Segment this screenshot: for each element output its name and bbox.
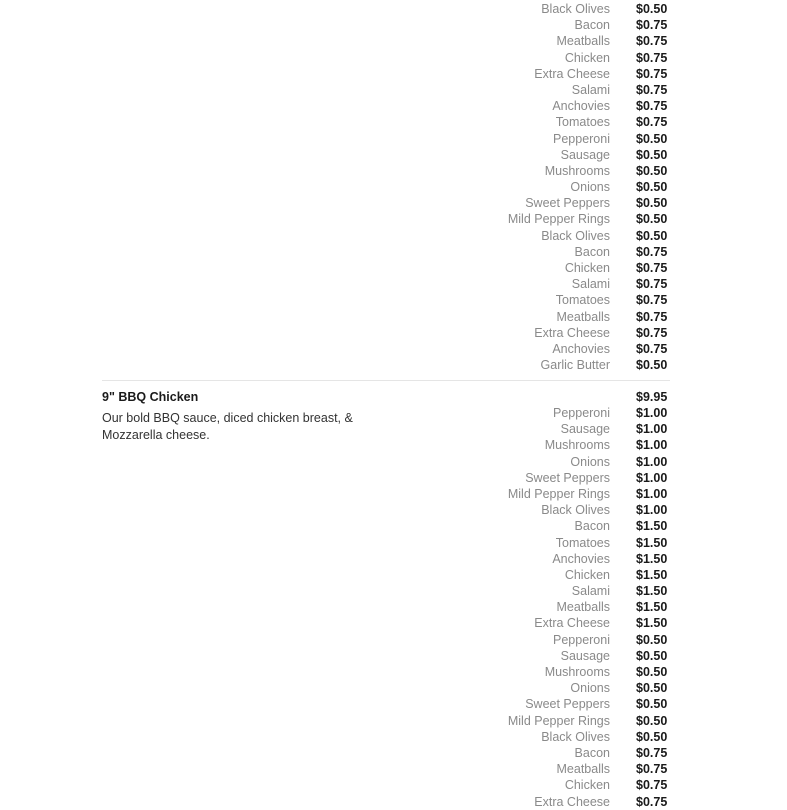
addon-row bbox=[102, 114, 670, 130]
addon-price: $0.75 bbox=[636, 309, 668, 324]
addon-row bbox=[102, 131, 670, 147]
addon-row bbox=[102, 421, 670, 437]
addon-row bbox=[102, 163, 670, 179]
addon-name: Chicken bbox=[564, 567, 610, 582]
addon-row bbox=[102, 502, 670, 518]
addon-price: $0.50 bbox=[636, 228, 668, 243]
addon-row bbox=[102, 211, 670, 227]
addon-row bbox=[102, 777, 670, 793]
addon-price: $0.75 bbox=[636, 50, 668, 65]
item-description: Our bold BBQ sauce, diced chicken breast, & Mozzarella cheese. bbox=[102, 411, 353, 442]
addon-price: $0.75 bbox=[636, 82, 668, 97]
addon-price: $0.50 bbox=[636, 358, 668, 373]
addon-list-previous-item bbox=[102, 1, 670, 373]
addon-name: Black Olives bbox=[541, 2, 610, 16]
addon-name: Meatballs bbox=[556, 762, 610, 777]
addon-price: $0.75 bbox=[636, 18, 668, 33]
addon-price: $1.50 bbox=[636, 535, 668, 550]
addon-name: Mushrooms bbox=[544, 163, 610, 178]
addon-row bbox=[102, 292, 670, 308]
addon-row bbox=[102, 632, 670, 648]
addon-name: Anchovies bbox=[552, 99, 610, 114]
addon-row bbox=[102, 66, 670, 82]
addon-name: Black Olives bbox=[541, 729, 610, 744]
addon-row bbox=[102, 33, 670, 49]
addon-name: Bacon bbox=[574, 18, 610, 33]
addon-row bbox=[102, 583, 670, 599]
addon-name: Pepperoni bbox=[553, 131, 610, 146]
addon-name: Sausage bbox=[560, 648, 610, 663]
addon-row bbox=[102, 98, 670, 114]
addon-row bbox=[102, 179, 670, 195]
addon-row bbox=[102, 729, 670, 745]
addon-price: $1.00 bbox=[636, 503, 668, 518]
addon-name: Sweet Peppers bbox=[525, 697, 610, 712]
addon-row bbox=[102, 357, 670, 373]
addon-row bbox=[102, 228, 670, 244]
addon-row bbox=[102, 260, 670, 276]
addon-price: $1.50 bbox=[636, 567, 668, 582]
addon-row bbox=[102, 50, 670, 66]
addon-price: $0.50 bbox=[636, 180, 668, 195]
addon-price: $1.00 bbox=[636, 438, 668, 453]
addon-name: Bacon bbox=[574, 244, 610, 259]
addon-row bbox=[102, 147, 670, 163]
addon-name: Extra Cheese bbox=[534, 794, 610, 809]
addon-name: Sweet Peppers bbox=[525, 470, 610, 485]
addon-price: $0.50 bbox=[636, 697, 668, 712]
addon-price: $1.00 bbox=[636, 486, 668, 501]
addon-price: $0.75 bbox=[636, 778, 668, 793]
addon-price: $0.50 bbox=[636, 131, 668, 146]
addon-name: Pepperoni bbox=[553, 632, 610, 647]
addon-price: $0.75 bbox=[636, 293, 668, 308]
addon-name: Mild Pepper Rings bbox=[507, 486, 610, 501]
addon-price: $0.75 bbox=[636, 794, 668, 809]
addon-price: $0.50 bbox=[636, 147, 668, 162]
addon-price: $1.50 bbox=[636, 551, 668, 566]
addon-row bbox=[102, 341, 670, 357]
addon-row bbox=[102, 325, 670, 341]
addon-price: $0.75 bbox=[636, 244, 668, 259]
addon-row bbox=[102, 761, 670, 777]
addon-row bbox=[102, 454, 670, 470]
addon-name: Garlic Butter bbox=[540, 358, 610, 373]
addon-row bbox=[102, 615, 670, 631]
addon-name: Meatballs bbox=[556, 309, 610, 324]
addon-name: Anchovies bbox=[552, 341, 610, 356]
item-price: $9.95 bbox=[636, 390, 668, 404]
addon-name: Extra Cheese bbox=[534, 66, 610, 81]
addon-name: Tomatoes bbox=[555, 535, 610, 550]
addon-name: Sweet Peppers bbox=[525, 196, 610, 211]
addon-name: Salami bbox=[571, 82, 610, 97]
addon-name: Sausage bbox=[560, 147, 610, 162]
addon-name: Extra Cheese bbox=[534, 616, 610, 631]
addon-name: Onions bbox=[570, 681, 610, 696]
addon-price: $0.75 bbox=[636, 261, 668, 275]
addon-row bbox=[102, 244, 670, 260]
addon-price: $0.75 bbox=[636, 277, 668, 292]
addon-price: $0.75 bbox=[636, 745, 668, 760]
addon-row bbox=[102, 82, 670, 98]
addon-price: $0.75 bbox=[636, 99, 668, 114]
addon-name: Black Olives bbox=[541, 503, 610, 518]
addon-row bbox=[102, 794, 670, 810]
addon-price: $0.50 bbox=[636, 632, 668, 647]
addon-name: Mushrooms bbox=[544, 438, 610, 453]
addon-name: Tomatoes bbox=[555, 293, 610, 308]
addon-name: Mushrooms bbox=[544, 665, 610, 679]
addon-row bbox=[102, 17, 670, 33]
addon-price: $0.50 bbox=[636, 713, 668, 728]
addon-price: $0.75 bbox=[636, 115, 668, 130]
addon-name: Bacon bbox=[574, 745, 610, 760]
item-title: 9" BBQ Chicken bbox=[102, 390, 199, 404]
addon-row bbox=[102, 518, 670, 534]
addon-name: Meatballs bbox=[556, 34, 610, 49]
addon-price: $1.00 bbox=[636, 470, 668, 485]
addon-price: $1.00 bbox=[636, 406, 668, 420]
addon-row bbox=[102, 551, 670, 567]
addon-price: $0.50 bbox=[636, 681, 668, 696]
addon-price: $0.50 bbox=[636, 729, 668, 744]
addon-price: $0.50 bbox=[636, 648, 668, 663]
addon-price: $1.00 bbox=[636, 454, 668, 469]
addon-name: Chicken bbox=[564, 261, 610, 275]
addon-name: Salami bbox=[571, 584, 610, 599]
addon-row bbox=[102, 567, 670, 583]
addon-price: $1.50 bbox=[636, 600, 668, 615]
addon-row bbox=[102, 648, 670, 664]
addon-price: $0.75 bbox=[636, 341, 668, 356]
addon-price: $0.50 bbox=[636, 196, 668, 211]
addon-name: Onions bbox=[570, 454, 610, 469]
addon-row bbox=[102, 1, 670, 17]
addon-row bbox=[102, 599, 670, 615]
addon-row bbox=[102, 696, 670, 712]
addon-name: Onions bbox=[570, 180, 610, 195]
addon-row bbox=[102, 745, 670, 761]
addon-price: $0.75 bbox=[636, 34, 668, 49]
addon-price: $0.75 bbox=[636, 325, 668, 340]
addon-row bbox=[102, 713, 670, 729]
addon-row bbox=[102, 276, 670, 292]
addon-name: Anchovies bbox=[552, 551, 610, 566]
addon-row bbox=[102, 405, 670, 421]
addon-price: $0.50 bbox=[636, 2, 668, 16]
addon-price: $0.50 bbox=[636, 163, 668, 178]
addon-name: Mild Pepper Rings bbox=[507, 212, 610, 227]
addon-price: $1.50 bbox=[636, 584, 668, 599]
addon-list-bbq-chicken bbox=[102, 405, 670, 810]
addon-row bbox=[102, 486, 670, 502]
addon-name: Pepperoni bbox=[553, 406, 610, 420]
addon-name: Black Olives bbox=[541, 228, 610, 243]
addon-price: $0.50 bbox=[636, 212, 668, 227]
addon-row bbox=[102, 437, 670, 453]
addon-row bbox=[102, 309, 670, 325]
addon-name: Mild Pepper Rings bbox=[507, 713, 610, 728]
addon-price: $1.00 bbox=[636, 422, 668, 437]
addon-name: Sausage bbox=[560, 422, 610, 437]
addon-price: $0.75 bbox=[636, 66, 668, 81]
addon-name: Bacon bbox=[574, 519, 610, 534]
addon-name: Chicken bbox=[564, 50, 610, 65]
addon-row bbox=[102, 195, 670, 211]
addon-row bbox=[102, 535, 670, 551]
addon-row bbox=[102, 680, 670, 696]
addon-row bbox=[102, 664, 670, 680]
addon-price: $0.75 bbox=[636, 762, 668, 777]
addon-price: $0.50 bbox=[636, 665, 668, 679]
addon-row bbox=[102, 470, 670, 486]
addon-name: Tomatoes bbox=[555, 115, 610, 130]
addon-price: $1.50 bbox=[636, 519, 668, 534]
addon-name: Extra Cheese bbox=[534, 325, 610, 340]
addon-name: Chicken bbox=[564, 778, 610, 793]
addon-name: Salami bbox=[571, 277, 610, 292]
addon-name: Meatballs bbox=[556, 600, 610, 615]
addon-price: $1.50 bbox=[636, 616, 668, 631]
item-divider bbox=[102, 380, 670, 381]
